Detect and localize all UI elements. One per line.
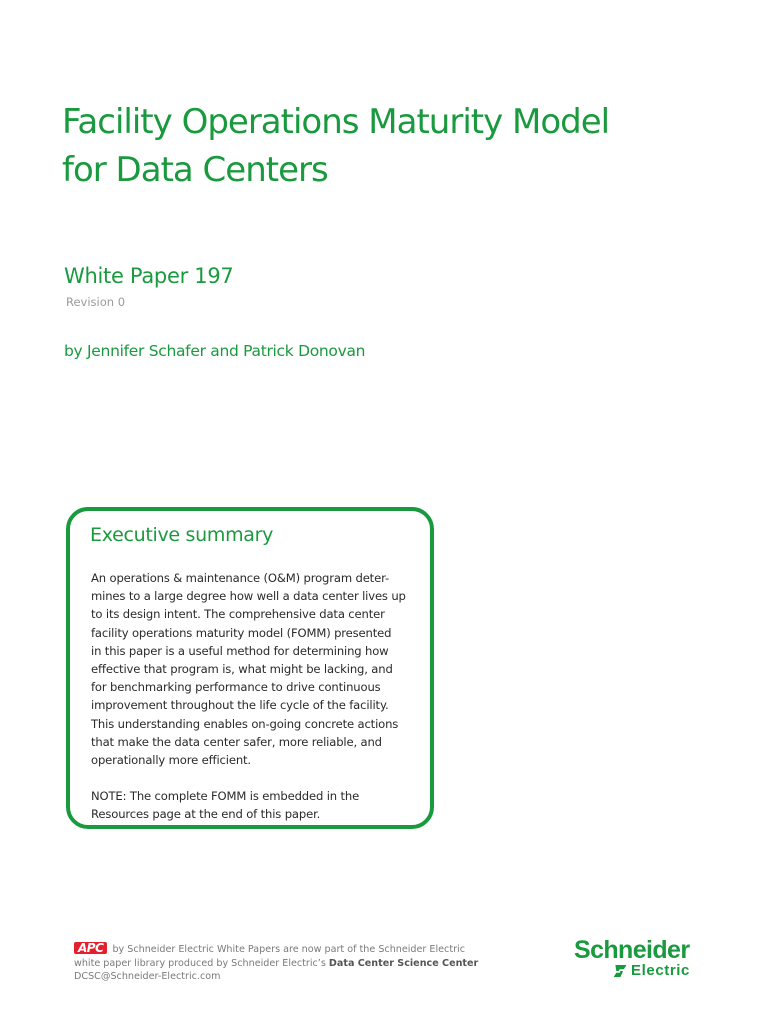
title-line-1: Facility Operations Maturity Model <box>62 102 610 142</box>
footer-line-1-text: by Schneider Electric White Papers are now part of the Schneider Electric <box>112 944 465 955</box>
white-paper-number: White Paper 197 <box>64 264 234 288</box>
summary-line: effective that program is, what might be lacking, and <box>91 662 393 677</box>
summary-line: that make the data center safer, more reliable, and <box>91 734 382 749</box>
summary-line: mines to a large degree how well a data center lives up <box>91 589 406 604</box>
schneider-wordmark: Schneider <box>574 936 690 964</box>
summary-line: facility operations maturity model (FOMM) presented <box>91 625 392 640</box>
note-line: NOTE: The complete FOMM is embedded in the <box>91 789 360 804</box>
footer-line-2 <box>74 957 534 971</box>
document-title <box>62 98 722 194</box>
authors-byline: by Jennifer Schafer and Patrick Donovan <box>64 342 366 360</box>
footer-email[interactable]: DCSC@Schneider-Electric.com <box>74 971 221 982</box>
summary-note <box>91 787 407 823</box>
summary-line: for benchmarking performance to drive continuous <box>91 680 381 695</box>
electric-wordmark: Electric <box>631 962 690 979</box>
footer-line-1 <box>74 942 534 957</box>
summary-line: operationally more efficient. <box>91 753 251 768</box>
footer-line-2-text: white paper library produced by Schneider Electric’s <box>74 957 326 969</box>
apc-logo: APC <box>74 942 107 954</box>
footer-notice <box>74 942 534 984</box>
data-center-science-center-label: Data Center Science Center <box>328 957 479 969</box>
summary-line: improvement throughout the life cycle of the facility. <box>91 698 389 713</box>
summary-line: This understanding enables on-going concrete actions <box>91 716 399 731</box>
summary-line: in this paper is a useful method for determining how <box>91 643 389 658</box>
note-line: Resources page at the end of this paper. <box>91 807 321 822</box>
schneider-electric-logo <box>574 935 714 983</box>
executive-summary-heading: Executive summary <box>90 524 274 546</box>
summary-line: to its design intent. The comprehensive data center <box>91 607 385 622</box>
executive-summary-box <box>66 507 434 829</box>
title-line-2: for Data Centers <box>62 150 328 190</box>
revision-label: Revision 0 <box>66 295 126 309</box>
summary-line: An operations & maintenance (O&M) program deter- <box>91 571 389 585</box>
executive-summary-body <box>91 569 407 824</box>
schneider-life-is-on-icon <box>612 963 629 979</box>
